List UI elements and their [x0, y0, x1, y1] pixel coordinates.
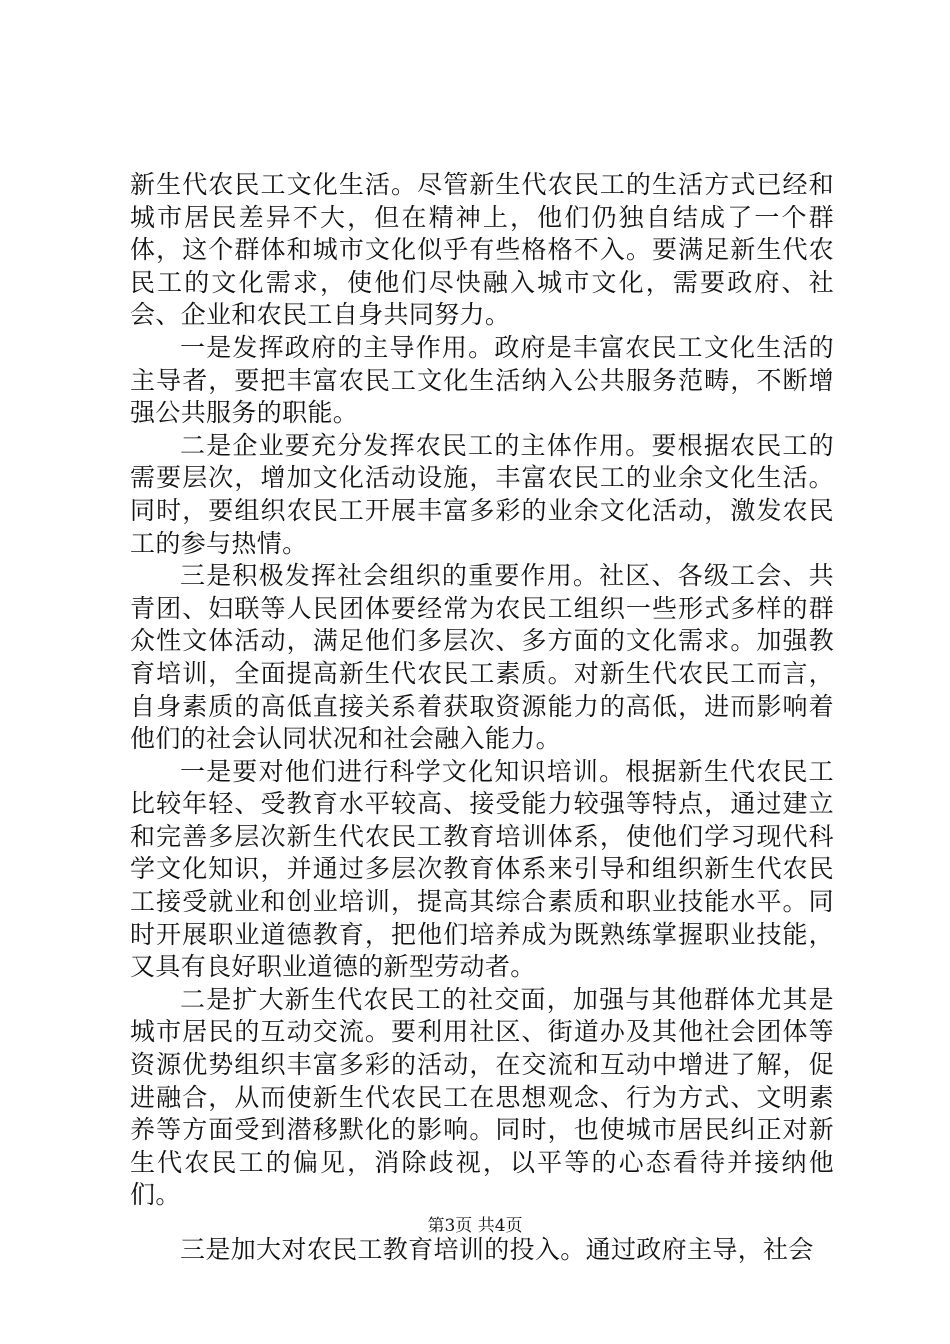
- paragraph-training-investment: 三是加大对农民工教育培训的投入。通过政府主导，社会: [180, 1235, 814, 1264]
- document-body: [130, 169, 834, 1267]
- paragraph-science-training: 一是要对他们进行科学文化知识培训。根据新生代农民工比较年轻、受教育水平较高、接受能力较强等特点，通过建立和完善多层次新生代农民工教育培训体系，使他们学习现代科学文化知识，并通过多层次教育体系来引导和组织新生代农民工接受就业和创业培训，提高其综合素质和职业技能水平。同时开展职业道德教育，把他们培养成为既熟练掌握职业技能，又具有良好职业道德的新型劳动者。: [130, 756, 834, 982]
- paragraph-enterprise-role: 二是企业要充分发挥农民工的主体作用。要根据农民工的需要层次，增加文化活动设施，丰富农民工的业余文化生活。同时，要组织农民工开展丰富多彩的业余文化活动，激发农民工的参与热情。: [130, 430, 834, 558]
- paragraph-government-role: 一是发挥政府的主导作用。政府是丰富农民工文化生活的主导者，要把丰富农民工文化生活纳入公共服务范畴，不断增强公共服务的职能。: [130, 332, 834, 428]
- paragraph-social-organizations: 三是积极发挥社会组织的重要作用。社区、各级工会、共青团、妇联等人民团体要经常为农民工组织一些形式多样的群众性文体活动，满足他们多层次、多方面的文化需求。加强教育培训，全面提高新生代农民工素质。对新生代农民工而言，自身素质的高低直接关系着获取资源能力的高低，进而影响着他们的社会认同状况和社会融入能力。: [130, 561, 834, 754]
- page-number-footer: 第3页 共4页: [427, 1216, 523, 1236]
- paragraph-cultural-life-intro: 新生代农民工文化生活。尽管新生代农民工的生活方式已经和城市居民差异不大，但在精神上，他们仍独自结成了一个群体，这个群体和城市文化似乎有些格格不入。要满足新生代农民工的文化需求，使他们尽快融入城市文化，需要政府、社会、企业和农民工自身共同努力。: [130, 170, 834, 330]
- paragraph-social-interaction: 二是扩大新生代农民工的社交面，加强与其他群体尤其是城市居民的互动交流。要利用社区、街道办及其他社会团体等资源优势组织丰富多彩的活动，在交流和互动中增进了解，促进融合，从而使新生代农民工在思想观念、行为方式、文明素养等方面受到潜移默化的影响。同时，也使城市居民纠正对新生代农民工的偏见，消除歧视，以平等的心态看待并接纳他们。: [130, 984, 834, 1210]
